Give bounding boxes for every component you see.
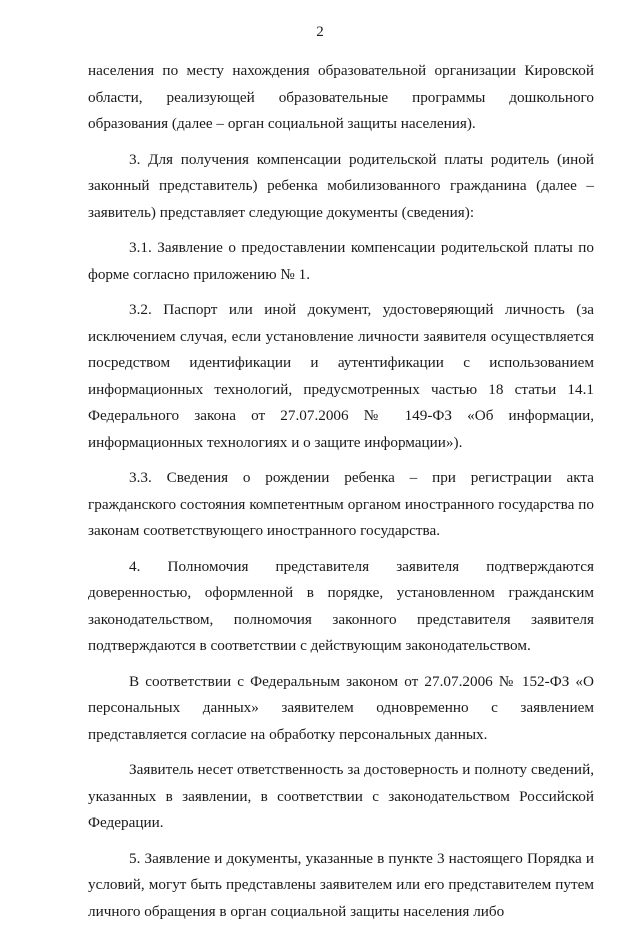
paragraph-personal-data: В соответствии с Федеральным законом от 27.07.2006 № 152-ФЗ «О персональных данных» заявителем одновременно с заявлением представляется согласие на обработку персональных данных.	[88, 669, 594, 749]
page-number: 2	[0, 24, 640, 41]
paragraph-item-3-1: 3.1. Заявление о предоставлении компенсации родительской платы по форме согласно приложению № 1.	[88, 235, 594, 288]
paragraph-continuation: населения по месту нахождения образовательной организации Кировской области, реализующей образовательные программы дошкольного образования (далее – орган социальной защиты населения).	[88, 58, 594, 138]
paragraph-responsibility: Заявитель несет ответственность за достоверность и полноту сведений, указанных в заявлении, в соответствии с законодательством Российской Федерации.	[88, 757, 594, 837]
document-body	[88, 58, 594, 925]
paragraph-item-3-3: 3.3. Сведения о рождении ребенка – при регистрации акта гражданского состояния компетентным органом иностранного государства по законам соответствующего иностранного государства.	[88, 465, 594, 545]
paragraph-item-3-2: 3.2. Паспорт или иной документ, удостоверяющий личность (за исключением случая, если установление личности заявителя осуществляется посредством идентификации и аутентификации с использованием информационных технологий, предусмотренных частью 18 статьи 14.1 Федерального закона от 27.07.2006 № 149-ФЗ «Об информации, информационных технологиях и о защите информации»).	[88, 297, 594, 456]
paragraph-item-5: 5. Заявление и документы, указанные в пункте 3 настоящего Порядка и условий, могут быть представлены заявителем или его представителем путем личного обращения в орган социальной защиты населения либо	[88, 846, 594, 925]
paragraph-item-3: 3. Для получения компенсации родительской платы родитель (иной законный представитель) ребенка мобилизованного гражданина (далее – заявитель) представляет следующие документы (сведения):	[88, 147, 594, 227]
paragraph-item-4: 4. Полномочия представителя заявителя подтверждаются доверенностью, оформленной в порядке, установленном гражданским законодательством, полномочия законного представителя заявителя подтверждаются в соответствии с действующим законодательством.	[88, 554, 594, 660]
